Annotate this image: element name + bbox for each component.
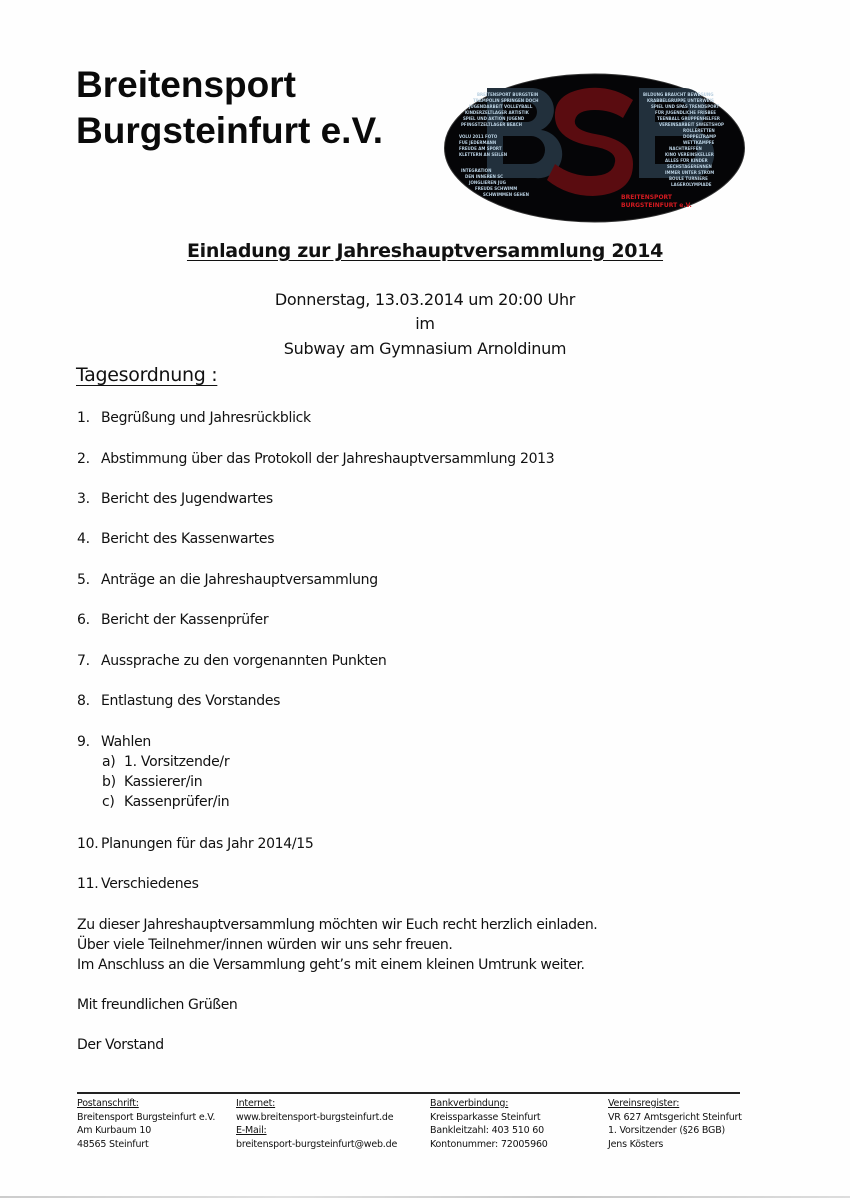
- footer-bank: [430, 1097, 548, 1151]
- agenda-item: [77, 693, 280, 709]
- agenda-item-text: Wahlen: [101, 734, 151, 750]
- club-logo: [443, 72, 746, 224]
- agenda-item-number: 3.: [77, 491, 90, 507]
- agenda-item: [77, 612, 268, 628]
- svg-text:DOPPELTRAMP: DOPPELTRAMP: [683, 134, 717, 139]
- agenda-item-text: Verschiedenes: [101, 876, 199, 892]
- svg-text:ALLES FÜR KINDER: ALLES FÜR KINDER: [665, 158, 708, 163]
- svg-text:BOULE TURNIERE: BOULE TURNIERE: [669, 176, 708, 181]
- footer-email-link[interactable]: breitensport-burgsteinfurt@web.de: [236, 1138, 398, 1150]
- org-name-line2: Burgsteinfurt e.V.: [76, 110, 384, 151]
- footer-postal: [77, 1097, 215, 1151]
- svg-text:PFINGSTZELTLAGER BEACH: PFINGSTZELTLAGER BEACH: [461, 122, 522, 127]
- svg-text:JUGENDARBEIT VOLLEYBALL: JUGENDARBEIT VOLLEYBALL: [469, 104, 533, 109]
- footer-postal-line: Breitensport Burgsteinfurt e.V.: [77, 1111, 216, 1123]
- agenda-item-number: 2.: [77, 451, 90, 467]
- footer-divider: [77, 1092, 740, 1094]
- agenda-item-number: 4.: [77, 531, 90, 547]
- agenda-item-text: Begrüßung und Jahresrückblick: [101, 410, 311, 426]
- agenda-item: [77, 876, 199, 892]
- agenda-item-number: 1.: [77, 410, 90, 426]
- footer-register-line: VR 627 Amtsgericht Steinfurt: [608, 1111, 742, 1123]
- event-location: Subway am Gymnasium Arnoldinum: [283, 339, 567, 358]
- svg-text:SECHSTAGERENNEN: SECHSTAGERENNEN: [667, 164, 712, 169]
- closing-line: Im Anschluss an die Versammlung geht’s mit einem kleinen Umtrunk weiter.: [77, 957, 585, 973]
- closing-line: Zu dieser Jahreshauptversammlung möchten wir Euch recht herzlich einladen.: [77, 917, 598, 933]
- svg-text:TRAMPOLIN SPRINGEN DOCH: TRAMPOLIN SPRINGEN DOCH: [473, 98, 539, 103]
- closing-signature: Der Vorstand: [77, 1037, 164, 1053]
- svg-text:ROLLERETTEN: ROLLERETTEN: [683, 128, 715, 133]
- agenda-item-text: Aussprache zu den vorgenannten Punkten: [101, 653, 387, 669]
- agenda-item-text: Anträge an die Jahreshauptversammlung: [101, 572, 378, 588]
- footer-register: [608, 1097, 742, 1151]
- svg-text:SCHWIMMEN GEHEN: SCHWIMMEN GEHEN: [483, 192, 529, 197]
- svg-text:VEREINSARBEIT SWEETSHOP: VEREINSARBEIT SWEETSHOP: [659, 122, 724, 127]
- svg-text:BILDUNG BRAUCHT BEWEGUNG: BILDUNG BRAUCHT BEWEGUNG: [643, 92, 714, 97]
- agenda-subitem-text: 1. Vorsitzende/r: [124, 754, 230, 770]
- svg-text:LAGEROLYMPIADE: LAGEROLYMPIADE: [671, 182, 712, 187]
- svg-text:BURGSTEINFURT e.V.: BURGSTEINFURT e.V.: [621, 202, 692, 209]
- svg-text:NACHTREFFEN: NACHTREFFEN: [669, 146, 702, 151]
- agenda-item: [77, 572, 378, 588]
- agenda-heading: Tagesordnung :: [76, 364, 218, 386]
- footer-bank-heading: Bankverbindung:: [430, 1098, 509, 1109]
- agenda-subitem: [102, 774, 202, 790]
- svg-text:WETTKÄMPFE: WETTKÄMPFE: [683, 140, 715, 145]
- svg-text:IMMER UNTER STROM: IMMER UNTER STROM: [665, 170, 715, 175]
- footer-bank-line: Kontonummer: 72005960: [430, 1138, 548, 1150]
- agenda-subitem-letter: a): [102, 754, 116, 770]
- agenda-item-text: Bericht des Jugendwartes: [101, 491, 273, 507]
- agenda-item-text: Planungen für das Jahr 2014/15: [101, 836, 314, 852]
- page-title: Einladung zur Jahreshauptversammlung 2014: [186, 240, 664, 262]
- svg-text:TEENBALL GRUPPENHELFER: TEENBALL GRUPPENHELFER: [657, 116, 720, 121]
- svg-text:FÜR JUGENDLICHE FRISBEE: FÜR JUGENDLICHE FRISBEE: [655, 110, 717, 115]
- svg-text:INTEGRATION: INTEGRATION: [461, 168, 492, 173]
- closing-line: Über viele Teilnehmer/innen würden wir uns sehr freuen.: [77, 937, 453, 953]
- agenda-item-text: Bericht der Kassenprüfer: [101, 612, 269, 628]
- agenda-item: [77, 653, 387, 669]
- footer-internet-heading: Internet:: [236, 1098, 276, 1109]
- organization-name: [76, 62, 383, 154]
- svg-text:FREUDE SCHWIMM: FREUDE SCHWIMM: [475, 186, 518, 191]
- svg-text:SPIEL UND AKTION JUGEND: SPIEL UND AKTION JUGEND: [463, 116, 525, 121]
- agenda-subitem-letter: c): [102, 794, 115, 810]
- agenda-item: [77, 531, 274, 547]
- scan-edge: [0, 1196, 850, 1198]
- footer-internet: [236, 1097, 397, 1151]
- svg-text:KRABBELGRUPPE UNTERWEIS: KRABBELGRUPPE UNTERWEIS: [647, 98, 714, 103]
- event-connector: im: [415, 314, 435, 333]
- agenda-item: [77, 734, 151, 750]
- agenda-item-number: 8.: [77, 693, 90, 709]
- agenda-item-number: 6.: [77, 612, 90, 628]
- svg-text:KLETTERN AN SEILEN: KLETTERN AN SEILEN: [459, 152, 508, 157]
- footer-postal-heading: Postanschrift:: [77, 1098, 139, 1109]
- agenda-subitem-text: Kassenprüfer/in: [124, 794, 230, 810]
- footer-postal-line: Am Kurbaum 10: [77, 1125, 152, 1136]
- agenda-subitem: [102, 754, 229, 770]
- org-name-line1: Breitensport: [76, 64, 296, 105]
- svg-text:BREITENSPORT BURGSTEIN: BREITENSPORT BURGSTEIN: [477, 92, 539, 97]
- svg-text:DEN INNEREN SC: DEN INNEREN SC: [465, 174, 504, 179]
- footer-register-line: 1. Vorsitzender (§26 BGB): [608, 1125, 726, 1136]
- footer-postal-line: 48565 Steinfurt: [77, 1138, 149, 1150]
- agenda-item-text: Entlastung des Vorstandes: [101, 693, 281, 709]
- svg-text:VOLU 2011 FOTO: VOLU 2011 FOTO: [459, 134, 498, 139]
- svg-text:FUE JEDERMANN: FUE JEDERMANN: [459, 140, 497, 145]
- footer-website-link[interactable]: www.breitensport-burgsteinfurt.de: [236, 1111, 394, 1123]
- footer-bank-line: Bankleitzahl: 403 510 60: [430, 1125, 544, 1136]
- agenda-subitem-letter: b): [102, 774, 116, 790]
- event-date: Donnerstag, 13.03.2014 um 20:00 Uhr: [274, 290, 576, 309]
- svg-text:KINO VEREINSKELLER: KINO VEREINSKELLER: [665, 152, 714, 157]
- agenda-item: [77, 451, 554, 467]
- footer-bank-line: Kreissparkasse Steinfurt: [430, 1111, 541, 1123]
- svg-text:SPIEL UND SPAS TRENDSPORT: SPIEL UND SPAS TRENDSPORT: [651, 104, 720, 109]
- agenda-item: [77, 491, 273, 507]
- agenda-item-number: 7.: [77, 653, 90, 669]
- agenda-item-number: 5.: [77, 572, 90, 588]
- footer-email-heading: E-Mail:: [236, 1125, 267, 1136]
- footer-register-heading: Vereinsregister:: [608, 1098, 680, 1109]
- agenda-item-number: 11.: [77, 876, 99, 892]
- footer-register-line: Jens Kösters: [608, 1138, 664, 1150]
- agenda-item-text: Abstimmung über das Protokoll der Jahreshauptversammlung 2013: [101, 451, 555, 467]
- agenda-item-number: 9.: [77, 734, 90, 750]
- agenda-item: [77, 410, 311, 426]
- agenda-item-text: Bericht des Kassenwartes: [101, 531, 275, 547]
- agenda-item-number: 10.: [77, 836, 99, 852]
- svg-text:KINDERZELTLAGER ARTISTIK: KINDERZELTLAGER ARTISTIK: [465, 110, 529, 115]
- agenda-subitem-text: Kassierer/in: [124, 774, 203, 790]
- svg-text:BREITENSPORT: BREITENSPORT: [621, 194, 672, 201]
- agenda-subitem: [102, 794, 229, 810]
- svg-text:JONGLIEREN JUG: JONGLIEREN JUG: [469, 180, 506, 185]
- closing-greeting: Mit freundlichen Grüßen: [77, 997, 238, 1013]
- svg-text:FREUDE AM SPORT: FREUDE AM SPORT: [459, 146, 502, 151]
- agenda-item: [77, 836, 314, 852]
